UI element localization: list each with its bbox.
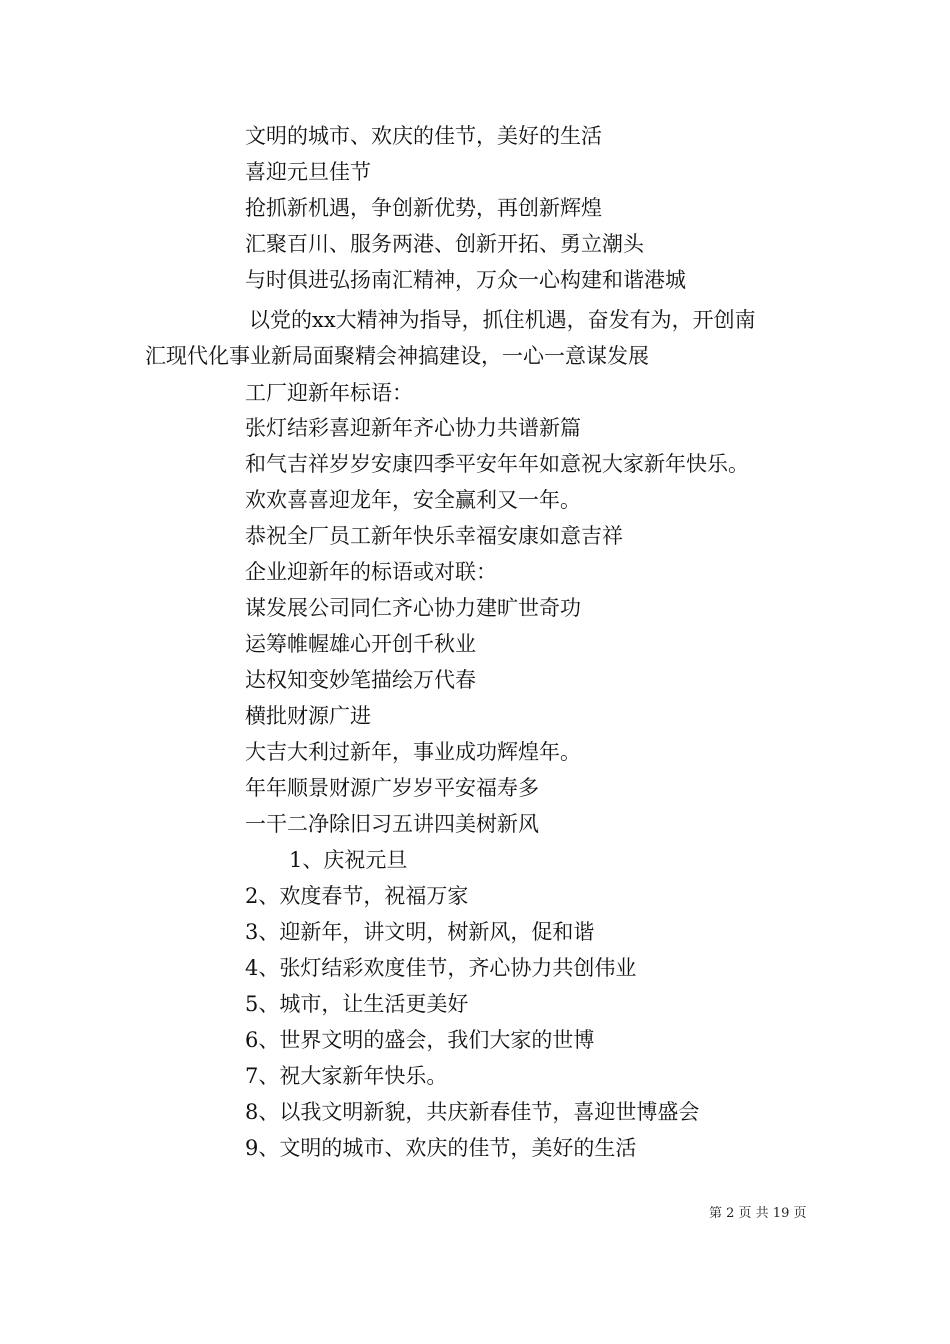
list-item: 6、世界文明的盛会，我们大家的世博 (245, 1028, 595, 1052)
list-item: 1、庆祝元旦 (289, 848, 408, 872)
list-item: 9、文明的城市、欢庆的佳节，美好的生活 (245, 1136, 637, 1160)
text-line: 和气吉祥岁岁安康四季平安年年如意祝大家新年快乐。 (245, 452, 749, 476)
text-line: 恭祝全厂员工新年快乐幸福安康如意吉祥 (245, 524, 623, 548)
text-line: 抢抓新机遇，争创新优势，再创新辉煌 (245, 196, 602, 220)
list-item: 7、祝大家新年快乐。 (245, 1064, 448, 1088)
text-line: 张灯结彩喜迎新年齐心协力共谱新篇 (245, 416, 581, 440)
text-line: 喜迎元旦佳节 (245, 160, 371, 184)
page-number-footer: 第 2 页 共 19 页 (709, 1206, 807, 1221)
text-line: 欢欢喜喜迎龙年，安全赢利又一年。 (245, 488, 581, 512)
paragraph-first-line: 以党的xx大精神为指导，抓住机遇，奋发有为，开创南 (249, 308, 756, 332)
text-line: 谋发展公司同仁齐心协力建旷世奇功 (245, 596, 581, 620)
text-line: 与时俱进弘扬南汇精神，万众一心构建和谐港城 (245, 268, 686, 292)
text-line: 年年顺景财源广岁岁平安福寿多 (245, 776, 539, 800)
list-item: 5、城市，让生活更美好 (245, 992, 469, 1016)
text-line: 一干二净除旧习五讲四美树新风 (245, 812, 539, 836)
text-line: 大吉大利过新年，事业成功辉煌年。 (245, 740, 581, 764)
list-item: 3、迎新年，讲文明，树新风，促和谐 (245, 920, 595, 944)
list-item: 4、张灯结彩欢度佳节，齐心协力共创伟业 (245, 956, 637, 980)
text-line: 运筹帷幄雄心开创千秋业 (245, 632, 476, 656)
text-line: 达权知变妙笔描绘万代春 (245, 668, 476, 692)
text-line: 横批财源广进 (245, 704, 371, 728)
section-heading: 企业迎新年的标语或对联： (245, 560, 497, 584)
paragraph-continuation-line: 汇现代化事业新局面聚精会神搞建设，一心一意谋发展 (145, 344, 649, 368)
section-heading: 工厂迎新年标语： (245, 381, 413, 405)
list-item: 8、以我文明新貌，共庆新春佳节，喜迎世博盛会 (245, 1100, 700, 1124)
text-line: 汇聚百川、服务两港、创新开拓、勇立潮头 (245, 232, 644, 256)
text-line: 文明的城市、欢庆的佳节，美好的生活 (245, 124, 602, 148)
list-item: 2、欢度春节，祝福万家 (245, 884, 469, 908)
